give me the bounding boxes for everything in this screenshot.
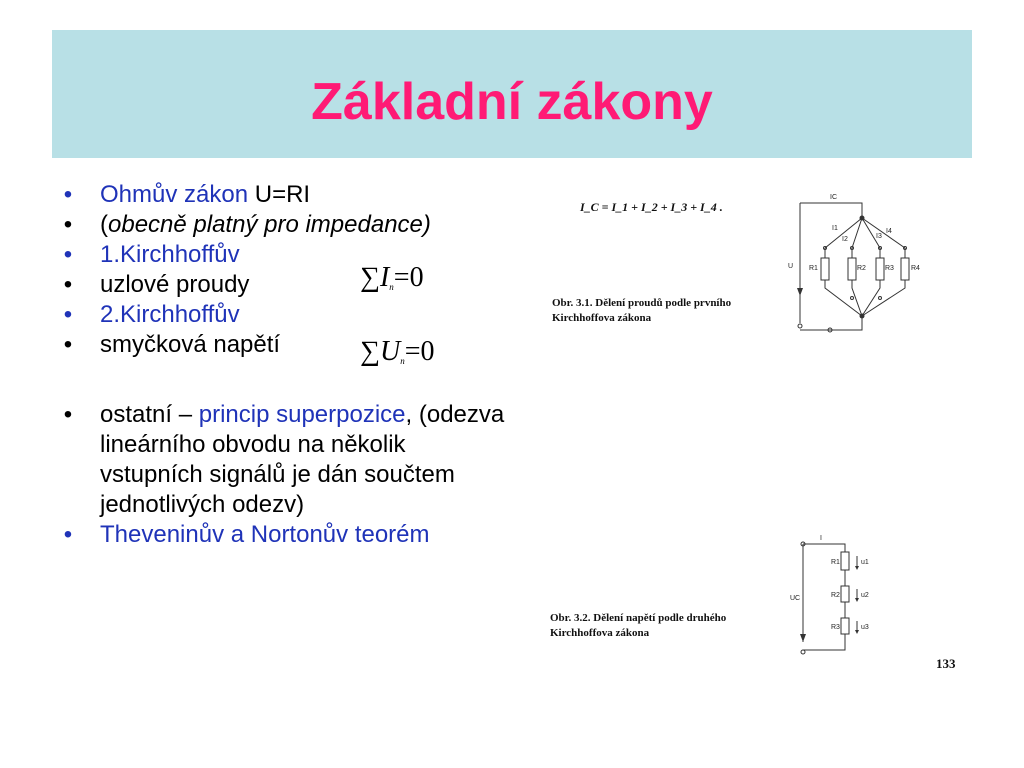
bullet-marker: •: [63, 241, 73, 268]
current-variable: I: [379, 262, 390, 293]
label-u3: u3: [861, 624, 869, 631]
current-sum-formula: [360, 262, 424, 294]
bullet-loop-voltages: [58, 330, 508, 360]
kirchhoff2-label: 2.Kirchhoffův: [100, 301, 240, 328]
figure1-caption: [552, 296, 731, 326]
bullet-marker: •: [63, 521, 73, 548]
bullet-ohm: [58, 180, 508, 210]
ohm-law-formula: U=RI: [248, 181, 311, 208]
kirchhoff1-label: 1.Kirchhoffův: [100, 241, 240, 268]
label-i3: I3: [876, 233, 882, 240]
label-u2: u2: [861, 592, 869, 599]
bullet-marker: •: [63, 301, 73, 328]
label-i2: I2: [842, 236, 848, 243]
page-title: Základní zákony: [311, 73, 713, 131]
kirchhoff1-equation: I_C = I_1 + I_2 + I_3 + I_4 .: [580, 200, 723, 214]
superposition-description: , (odezva lineárního obvodu na několik vstupních signálů je dán součtem jednotlivých odezv): [100, 401, 505, 518]
label-u1: u1: [861, 559, 869, 566]
bullet-thevenin: [58, 520, 508, 550]
bullet-superposition: [58, 400, 508, 520]
bullet-spacer: [58, 360, 508, 400]
label-r2: R2: [857, 265, 866, 272]
label-ic: IC: [830, 194, 837, 201]
figure1-caption-line2: Kirchhoffova zákona: [552, 312, 652, 324]
label-i: I: [820, 535, 822, 542]
title-band: [52, 30, 972, 158]
figure2-caption: [550, 611, 726, 641]
current-subscript: n: [389, 282, 394, 292]
figure2-caption-line1: Obr. 3.2. Dělení napětí podle druhého: [550, 612, 727, 624]
thevenin-norton-label: Theveninův a Nortonův teorém: [100, 521, 430, 548]
impedance-note: obecně platný pro impedance): [108, 211, 431, 238]
node-currents-label: uzlové proudy: [100, 271, 250, 298]
bullet-marker: •: [63, 211, 73, 238]
label-r3: R3: [831, 624, 840, 631]
bullet-marker: •: [63, 331, 73, 358]
label-i1: I1: [832, 225, 838, 232]
paren-open: (: [100, 211, 108, 238]
label-u: U: [788, 263, 794, 270]
page-number: 133: [936, 656, 956, 671]
label-r4: R4: [911, 265, 920, 272]
figure2-circuit-diagram: [785, 530, 875, 660]
label-r1: R1: [831, 559, 840, 566]
bullet-kirchhoff2: [58, 300, 508, 330]
figure1-caption-line1: Obr. 3.1. Dělení proudů podle prvního: [552, 297, 732, 309]
voltage-variable: U: [379, 336, 401, 367]
bullet-marker: •: [63, 401, 73, 428]
figure2-caption-line2: Kirchhoffova zákona: [550, 627, 650, 639]
voltage-rhs: =0: [404, 336, 435, 367]
label-r1: R1: [809, 265, 818, 272]
figure1-circuit-diagram: [780, 188, 930, 338]
loop-voltages-label: smyčková napětí: [100, 331, 281, 358]
label-r3: R3: [885, 265, 894, 272]
voltage-subscript: n: [400, 356, 405, 366]
sum-symbol: ∑: [360, 336, 380, 367]
label-uc: UC: [790, 595, 801, 602]
sum-symbol: ∑: [360, 262, 380, 293]
bullet-node-currents: [58, 270, 508, 300]
ohm-law-label: Ohmův zákon: [100, 181, 249, 208]
current-rhs: =0: [393, 262, 424, 293]
bullet-list: [58, 180, 508, 550]
label-i4: I4: [886, 228, 892, 235]
bullet-impedance: [58, 210, 508, 240]
voltage-sum-formula: [360, 336, 435, 368]
bullet-kirchhoff1: [58, 240, 508, 270]
others-label: ostatní –: [100, 401, 199, 428]
label-r2: R2: [831, 592, 840, 599]
bullet-marker: •: [63, 181, 73, 208]
superposition-label: princip superpozice: [198, 401, 406, 428]
bullet-marker: •: [63, 271, 73, 298]
